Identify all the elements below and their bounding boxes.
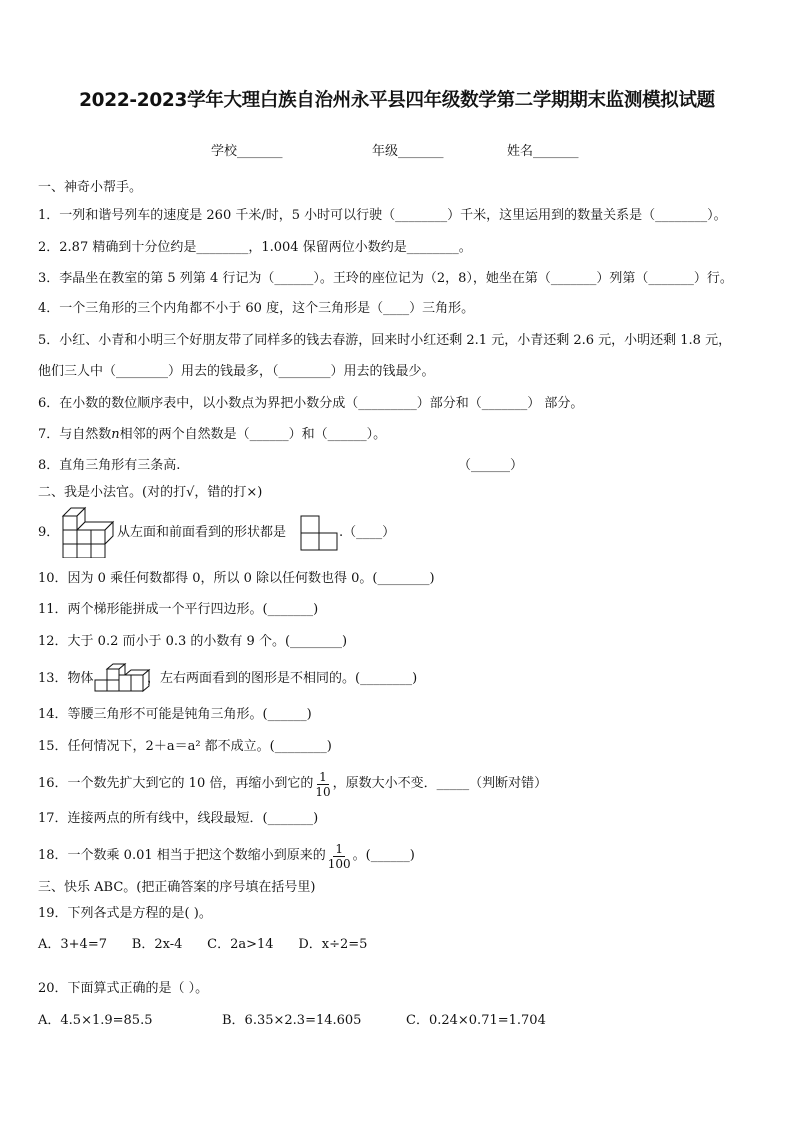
question-7-text-a: 7．与自然数 — [38, 427, 112, 442]
section-3-heading: 三、快乐 ABC。(把正确答案的序号填在括号里) — [38, 880, 316, 895]
question-2: 2．2.87 精确到十分位约是________，1.004 保留两位小数约是________。 — [38, 240, 472, 255]
question-5-line-1: 5．小红、小青和小明三个好朋友带了同样多的钱去春游，回来时小红还剩 2.1 元，小青还剩 2.6 元，小明还剩 1.8 元， — [38, 333, 732, 348]
question-3: 3．李晶坐在教室的第 5 列第 4 行记为（______）。王玲的座位记为（2，8），她坐在第（_______）列第（_______）行。 — [38, 271, 733, 286]
cube-stack-icon — [57, 502, 119, 558]
question-9-text-a: 从左面和前面看到的形状都是 — [117, 525, 287, 540]
question-9-number: 9． — [38, 525, 60, 540]
question-16 — [38, 766, 547, 802]
square-grid-icon — [300, 515, 338, 551]
question-18-text-a: 18．一个数乘 0.01 相当于把这个数缩小到原来的 — [38, 848, 326, 863]
page-title: 2022-2023学年大理白族自治州永平县四年级数学第二学期期末监测模拟试题 — [79, 90, 715, 111]
question-20: 20．下面算式正确的是（ ）。 — [38, 981, 209, 996]
question-20-option-c: C．0.24×0.71=1.704 — [406, 1013, 546, 1028]
fraction-one-hundredth — [328, 842, 351, 871]
question-1: 1．一列和谐号列车的速度是 260 千米/时，5 小时可以行驶（________）千米，这里运用到的数量关系是（________）。 — [38, 208, 727, 223]
question-7 — [38, 426, 386, 444]
question-12: 12．大于 0.2 而小于 0.3 的小数有 9 个。(________) — [38, 634, 348, 649]
section-1-heading: 一、神奇小帮手。 — [38, 180, 143, 195]
question-16-text-a: 16．一个数先扩大到它的 10 倍，再缩小到它的 — [38, 776, 314, 791]
question-13-text-b: ，左右两面看到的图形是不相同的。(________) — [147, 671, 418, 686]
question-20-option-b: B．6.35×2.3=14.605 — [222, 1013, 362, 1028]
section-2-heading: 二、我是小法官。(对的打√，错的打×) — [38, 485, 263, 500]
name-field: 姓名_______ — [507, 144, 579, 159]
question-18 — [38, 838, 415, 874]
question-9-text-b: .（____） — [339, 525, 396, 540]
fraction-numerator: 1 — [335, 841, 344, 856]
grade-field: 年级_______ — [372, 144, 444, 159]
question-16-text-b: ，原数大小不变．_____（判断对错） — [332, 776, 548, 791]
variable-n: n — [111, 427, 120, 442]
question-11: 11．两个梯形能拼成一个平行四边形。(_______) — [38, 602, 319, 617]
question-14: 14．等腰三角形不可能是钝角三角形。(______) — [38, 707, 312, 722]
fraction-one-tenth — [315, 770, 330, 799]
question-15: 15．任何情况下，2＋a＝a² 都不成立。(________) — [38, 739, 332, 754]
question-4: 4．一个三角形的三个内角都不小于 60 度，这个三角形是（____）三角形。 — [38, 301, 475, 316]
question-13-text-a: 13．物体 — [38, 671, 94, 686]
question-6: 6．在小数的数位顺序表中，以小数点为界把小数分成（_________）部分和（_______） 部分。 — [38, 396, 584, 411]
question-18-text-b: 。(______) — [352, 848, 415, 863]
school-field: 学校_______ — [211, 144, 283, 159]
block-object-icon — [93, 663, 151, 693]
fraction-numerator: 1 — [319, 769, 327, 784]
question-20-option-a: A．4.5×1.9=85.5 — [38, 1013, 153, 1028]
question-7-text-b: 相邻的两个自然数是（______）和（______）。 — [119, 427, 387, 442]
question-19-options: A．3+4=7 B．2x-4 C．2a>14 D．x÷2=5 — [38, 937, 368, 952]
question-8-answer-blank: （______） — [458, 458, 524, 473]
question-8: 8．直角三角形有三条高. — [38, 458, 181, 473]
question-10: 10．因为 0 乘任何数都得 0，所以 0 除以任何数也得 0。(________) — [38, 571, 435, 586]
fraction-denominator: 10 — [315, 784, 331, 799]
fraction-denominator: 100 — [327, 856, 351, 871]
question-17: 17．连接两点的所有线中，线段最短．(_______) — [38, 811, 319, 826]
question-19: 19．下列各式是方程的是( )。 — [38, 906, 212, 921]
question-5-line-2: 他们三人中（________）用去的钱最多，（________）用去的钱最少。 — [38, 364, 435, 379]
